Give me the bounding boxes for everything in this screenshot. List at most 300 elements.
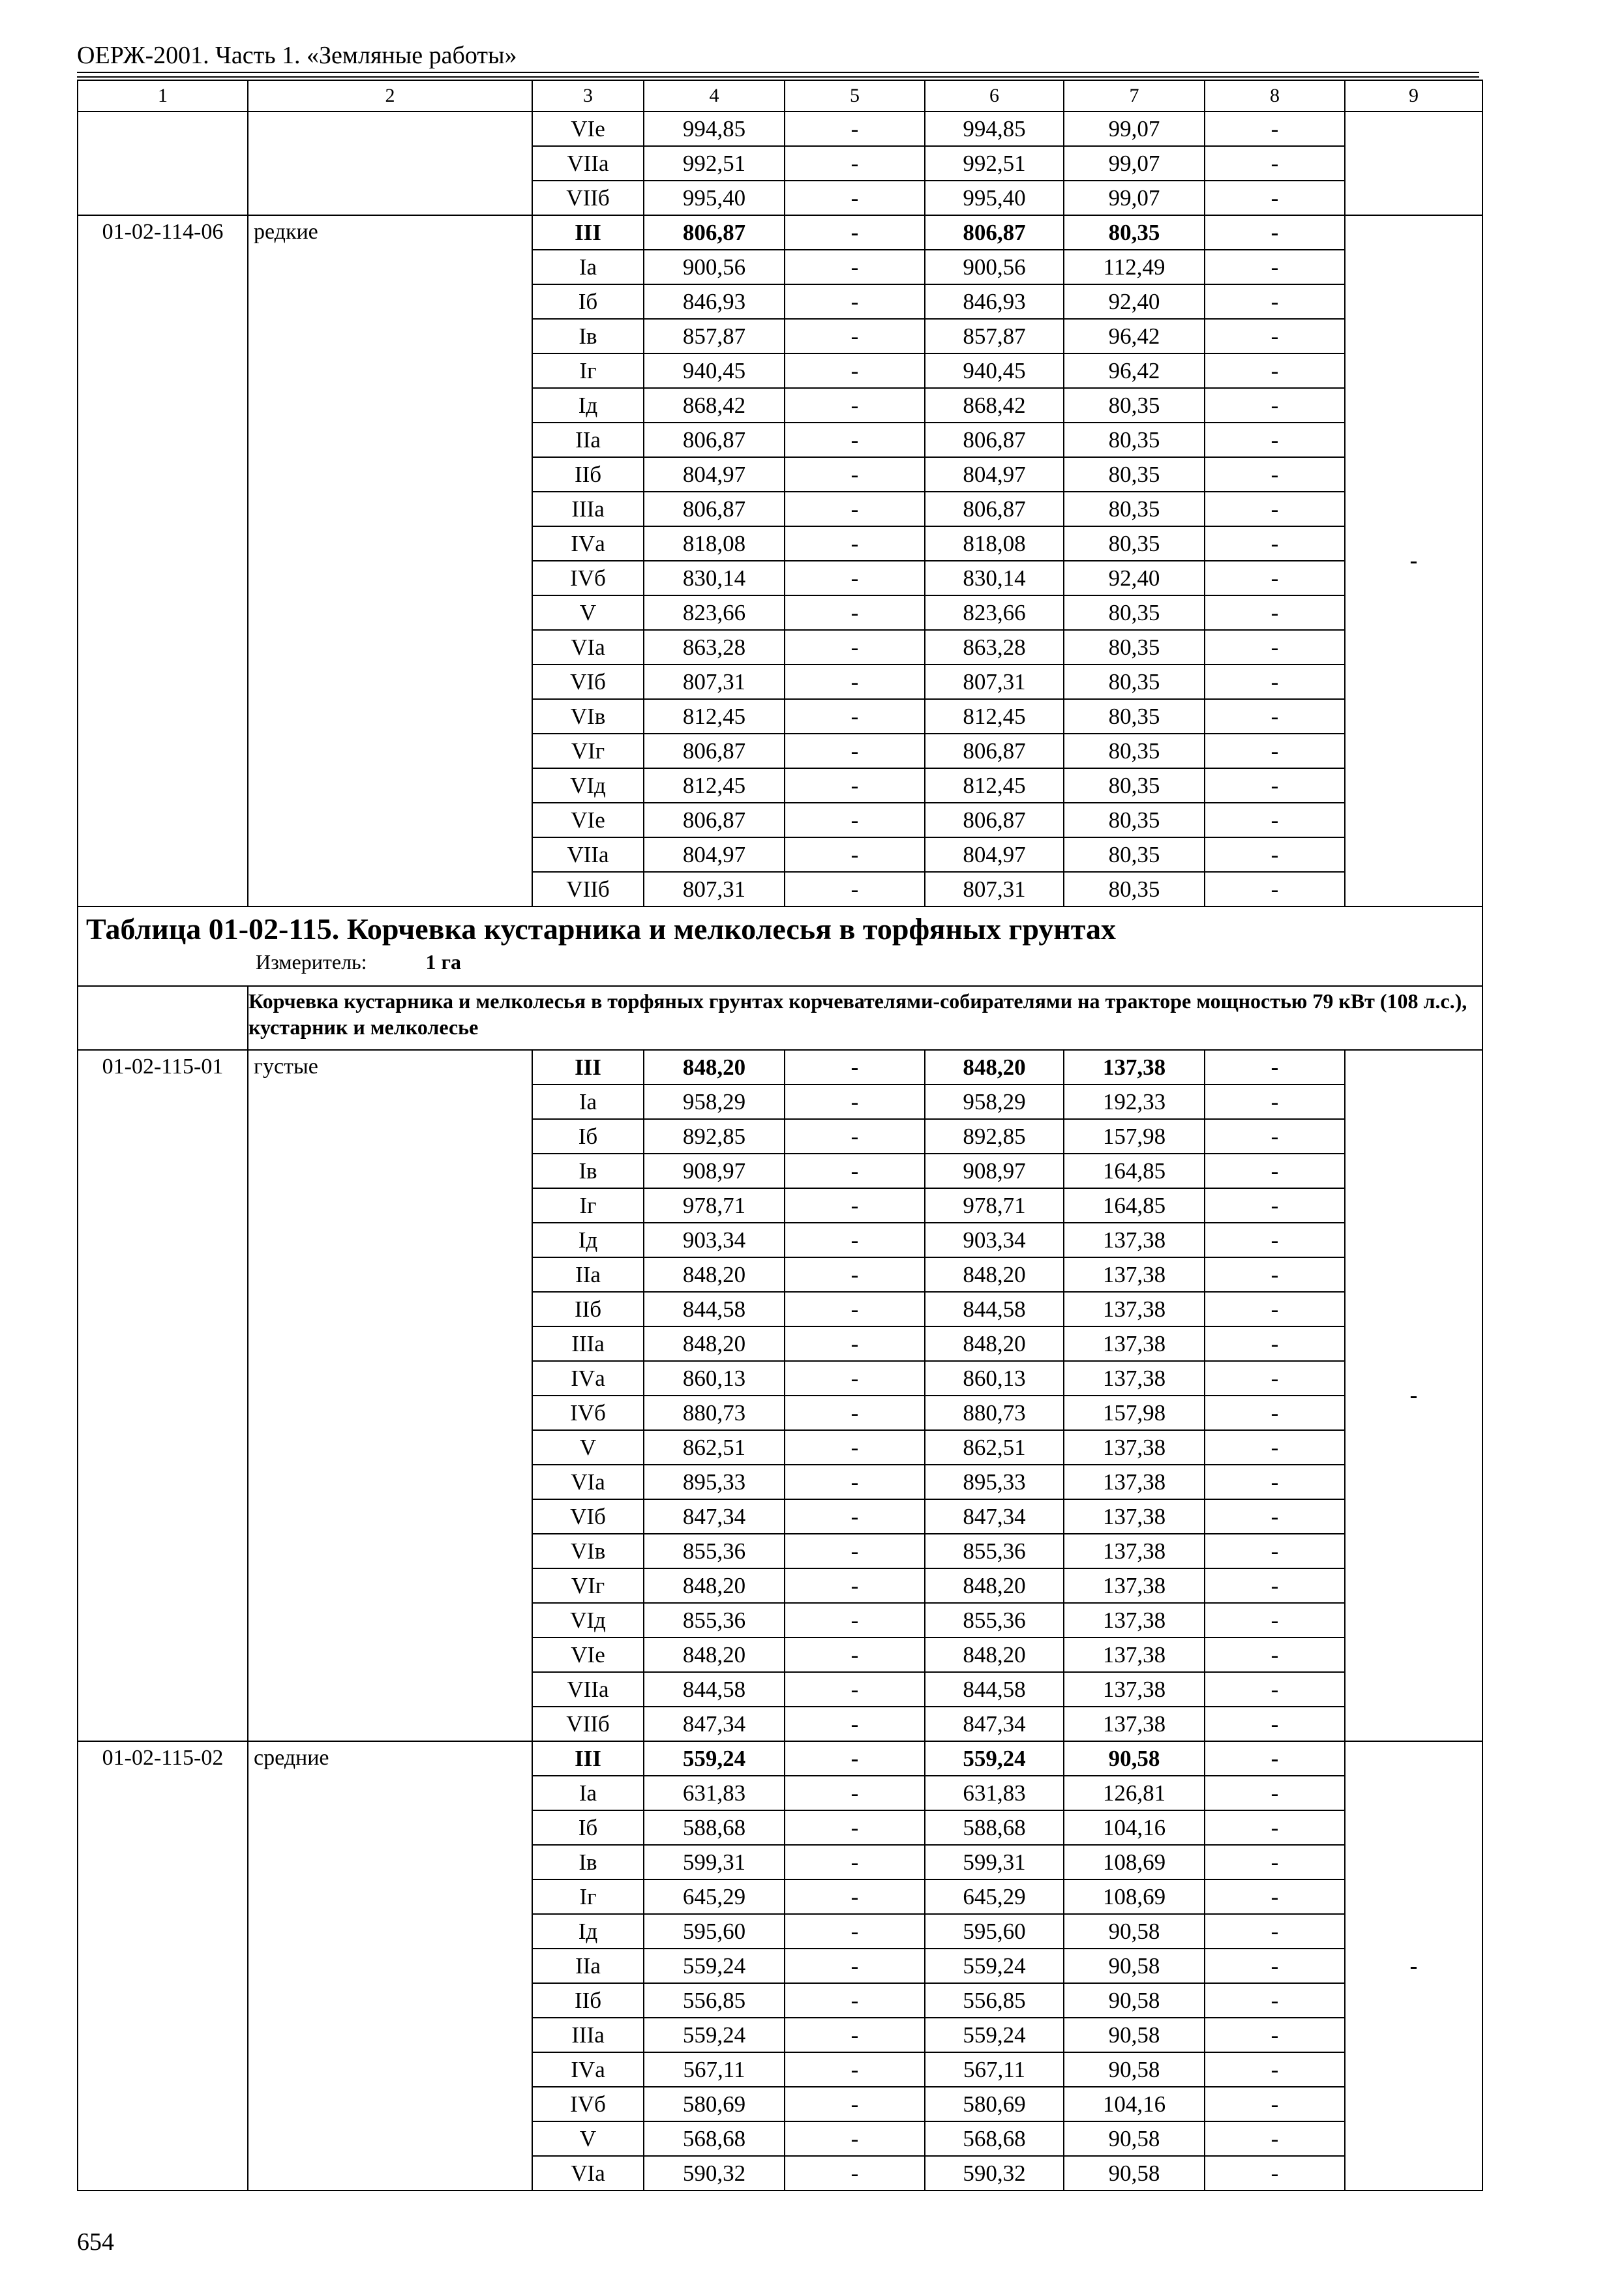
value-cell: 992,51 — [925, 146, 1064, 181]
value-cell: 99,07 — [1064, 181, 1205, 215]
value-cell: - — [785, 630, 925, 665]
value-cell: - — [785, 112, 925, 146]
value-cell: - — [1345, 1050, 1482, 1741]
value-cell: 844,58 — [925, 1292, 1064, 1326]
value-cell: IIб — [532, 457, 644, 492]
value-cell: IIа — [532, 1949, 644, 1983]
value-cell: - — [1205, 353, 1345, 388]
value-cell: - — [1205, 734, 1345, 768]
value-cell: 595,60 — [644, 1914, 785, 1949]
value-cell: 568,68 — [644, 2121, 785, 2156]
column-number-cell: 8 — [1205, 80, 1345, 112]
item-name — [248, 112, 532, 215]
value-cell: - — [785, 1223, 925, 1257]
value-cell: 807,31 — [644, 872, 785, 906]
value-cell: 80,35 — [1064, 837, 1205, 872]
value-cell: 846,93 — [925, 284, 1064, 319]
value-cell: 80,35 — [1064, 734, 1205, 768]
value-cell: - — [1205, 492, 1345, 526]
value-cell: - — [785, 1983, 925, 2018]
measure — [256, 948, 1482, 976]
value-cell: 80,35 — [1064, 423, 1205, 457]
value-cell: - — [785, 1741, 925, 1776]
value-cell: VIIа — [532, 837, 644, 872]
value-cell: 807,31 — [925, 872, 1064, 906]
value-cell: 848,20 — [925, 1638, 1064, 1672]
value-cell: - — [1205, 1672, 1345, 1707]
value-cell: - — [785, 1879, 925, 1914]
value-cell: 847,34 — [925, 1499, 1064, 1534]
blank-cell — [78, 986, 248, 1050]
value-cell: - — [1205, 768, 1345, 803]
value-cell: 556,85 — [644, 1983, 785, 2018]
table-body — [78, 80, 1482, 2191]
value-cell: 80,35 — [1064, 595, 1205, 630]
value-cell: - — [785, 2052, 925, 2087]
value-cell: V — [532, 1430, 644, 1465]
value-cell: 96,42 — [1064, 353, 1205, 388]
value-cell: 847,34 — [925, 1707, 1064, 1741]
table-row — [78, 215, 1482, 250]
value-cell: 807,31 — [644, 665, 785, 699]
value-cell: 804,97 — [644, 837, 785, 872]
value-cell: 804,97 — [925, 837, 1064, 872]
value-cell: 812,45 — [925, 768, 1064, 803]
value-cell: 595,60 — [925, 1914, 1064, 1949]
value-cell: - — [785, 595, 925, 630]
value-cell: 994,85 — [644, 112, 785, 146]
value-cell: - — [785, 1361, 925, 1396]
value-cell: 80,35 — [1064, 665, 1205, 699]
value-cell: - — [1205, 457, 1345, 492]
value-cell: 860,13 — [925, 1361, 1064, 1396]
value-cell: - — [785, 561, 925, 595]
value-cell: 807,31 — [925, 665, 1064, 699]
value-cell: VIIб — [532, 181, 644, 215]
value-cell: 80,35 — [1064, 388, 1205, 423]
value-cell: VIв — [532, 1534, 644, 1568]
value-cell: - — [1205, 1292, 1345, 1326]
value-cell: 848,20 — [644, 1638, 785, 1672]
value-cell: 92,40 — [1064, 284, 1205, 319]
value-cell: 855,36 — [644, 1603, 785, 1638]
value-cell: 978,71 — [644, 1188, 785, 1223]
table-title-cell — [78, 906, 1482, 986]
value-cell: VIг — [532, 734, 644, 768]
value-cell: - — [785, 181, 925, 215]
value-cell: Iг — [532, 1879, 644, 1914]
value-cell: 880,73 — [925, 1396, 1064, 1430]
value-cell: IIIа — [532, 492, 644, 526]
value-cell: 90,58 — [1064, 1741, 1205, 1776]
value-cell: 958,29 — [644, 1085, 785, 1119]
value-cell: - — [1205, 526, 1345, 561]
value-cell: V — [532, 2121, 644, 2156]
value-cell: 90,58 — [1064, 1983, 1205, 2018]
value-cell: - — [785, 215, 925, 250]
value-cell: IIа — [532, 1257, 644, 1292]
value-cell: - — [1205, 2052, 1345, 2087]
column-number-cell: 4 — [644, 80, 785, 112]
value-cell: 908,97 — [644, 1154, 785, 1188]
value-cell: - — [1205, 1085, 1345, 1119]
value-cell: - — [785, 492, 925, 526]
value-cell: - — [785, 1810, 925, 1845]
item-name: редкие — [248, 215, 532, 906]
value-cell: - — [1205, 1154, 1345, 1188]
value-cell: - — [1205, 1914, 1345, 1949]
value-cell: Iд — [532, 1223, 644, 1257]
value-cell: - — [785, 1154, 925, 1188]
value-cell: - — [1205, 1776, 1345, 1810]
column-number-cell: 3 — [532, 80, 644, 112]
value-cell: 96,42 — [1064, 319, 1205, 353]
value-cell: VIе — [532, 803, 644, 837]
value-cell: 137,38 — [1064, 1638, 1205, 1672]
value-cell: VIа — [532, 2156, 644, 2191]
value-cell: IIа — [532, 423, 644, 457]
value-cell: 857,87 — [644, 319, 785, 353]
value-cell: - — [785, 872, 925, 906]
value-cell: VIе — [532, 112, 644, 146]
value-cell: 92,40 — [1064, 561, 1205, 595]
value-cell: 895,33 — [925, 1465, 1064, 1499]
value-cell: 855,36 — [644, 1534, 785, 1568]
value-cell: - — [785, 2121, 925, 2156]
value-cell: 580,69 — [644, 2087, 785, 2121]
column-number-cell: 7 — [1064, 80, 1205, 112]
value-cell: 80,35 — [1064, 215, 1205, 250]
value-cell: 940,45 — [925, 353, 1064, 388]
value-cell: 848,20 — [925, 1568, 1064, 1603]
value-cell: VIIа — [532, 1672, 644, 1707]
value-cell: - — [1345, 1741, 1482, 2191]
value-cell: 806,87 — [644, 492, 785, 526]
value-cell: 559,24 — [644, 1741, 785, 1776]
value-cell: 559,24 — [644, 2018, 785, 2052]
value-cell: IIIа — [532, 2018, 644, 2052]
table-description: Корчевка кустарника и мелколесья в торфяных грунтах корчевателями-собирателями на тракторе мощностью 79 кВт (108 л.с.), кустарник и мелколесье — [248, 986, 1482, 1050]
value-cell: VIа — [532, 630, 644, 665]
value-cell: 599,31 — [925, 1845, 1064, 1879]
value-cell: - — [785, 1465, 925, 1499]
value-cell: 847,34 — [644, 1707, 785, 1741]
value-cell: 860,13 — [644, 1361, 785, 1396]
value-cell: 137,38 — [1064, 1361, 1205, 1396]
value-cell: - — [1205, 595, 1345, 630]
value-cell: - — [785, 1707, 925, 1741]
value-cell: - — [1205, 803, 1345, 837]
value-cell: 80,35 — [1064, 492, 1205, 526]
value-cell: 137,38 — [1064, 1499, 1205, 1534]
value-cell: 903,34 — [644, 1223, 785, 1257]
header-rule — [77, 76, 1479, 78]
value-cell: 818,08 — [644, 526, 785, 561]
value-cell: - — [1205, 1257, 1345, 1292]
value-cell: 823,66 — [644, 595, 785, 630]
item-code: 01-02-115-02 — [78, 1741, 248, 2191]
value-cell: - — [785, 665, 925, 699]
value-cell: 137,38 — [1064, 1292, 1205, 1326]
value-cell: 804,97 — [925, 457, 1064, 492]
value-cell: 104,16 — [1064, 1810, 1205, 1845]
value-cell: 631,83 — [925, 1776, 1064, 1810]
value-cell: VIг — [532, 1568, 644, 1603]
value-cell: 857,87 — [925, 319, 1064, 353]
value-cell: 812,45 — [644, 699, 785, 734]
table-row — [78, 112, 1482, 146]
value-cell: 812,45 — [644, 768, 785, 803]
value-cell: 590,32 — [925, 2156, 1064, 2191]
page-header: ОЕРЖ-2001. Часть 1. «Земляные работы» — [77, 42, 517, 69]
value-cell: - — [785, 768, 925, 803]
value-cell: 192,33 — [1064, 1085, 1205, 1119]
value-cell: 157,98 — [1064, 1119, 1205, 1154]
column-number-cell: 9 — [1345, 80, 1482, 112]
value-cell: 590,32 — [644, 2156, 785, 2191]
value-cell: 90,58 — [1064, 2121, 1205, 2156]
value-cell: 599,31 — [644, 1845, 785, 1879]
measure-value: 1 га — [425, 950, 462, 974]
value-cell: Iг — [532, 353, 644, 388]
page-number: 654 — [77, 2228, 114, 2256]
value-cell: 567,11 — [644, 2052, 785, 2087]
value-cell — [1345, 112, 1482, 215]
value-cell: - — [785, 388, 925, 423]
value-cell: 137,38 — [1064, 1223, 1205, 1257]
value-cell: 806,87 — [925, 492, 1064, 526]
item-name: средние — [248, 1741, 532, 2191]
value-cell: 559,24 — [925, 1741, 1064, 1776]
value-cell: 556,85 — [925, 1983, 1064, 2018]
value-cell: 868,42 — [925, 388, 1064, 423]
value-cell: - — [1205, 1465, 1345, 1499]
value-cell: - — [785, 1603, 925, 1638]
value-cell: - — [785, 146, 925, 181]
value-cell: - — [1205, 1534, 1345, 1568]
value-cell: 137,38 — [1064, 1603, 1205, 1638]
value-cell: 80,35 — [1064, 768, 1205, 803]
value-cell: - — [785, 1949, 925, 1983]
value-cell: 903,34 — [925, 1223, 1064, 1257]
value-cell: 978,71 — [925, 1188, 1064, 1223]
value-cell: IIб — [532, 1983, 644, 2018]
value-cell: - — [785, 2156, 925, 2191]
value-cell: 848,20 — [925, 1257, 1064, 1292]
value-cell: 559,24 — [644, 1949, 785, 1983]
value-cell: - — [785, 319, 925, 353]
value-cell: 804,97 — [644, 457, 785, 492]
value-cell: - — [1205, 1707, 1345, 1741]
value-cell: VIб — [532, 665, 644, 699]
value-cell: - — [785, 1845, 925, 1879]
value-cell: 848,20 — [644, 1326, 785, 1361]
column-number-cell: 6 — [925, 80, 1064, 112]
value-cell: 848,20 — [644, 1568, 785, 1603]
value-cell: Iб — [532, 1119, 644, 1154]
value-cell: 126,81 — [1064, 1776, 1205, 1810]
value-cell: - — [785, 250, 925, 284]
value-cell: 645,29 — [644, 1879, 785, 1914]
value-cell: - — [785, 1257, 925, 1292]
value-cell: - — [1205, 2156, 1345, 2191]
value-cell: 892,85 — [925, 1119, 1064, 1154]
value-cell: IIб — [532, 1292, 644, 1326]
column-number-cell: 5 — [785, 80, 925, 112]
column-number-cell: 2 — [248, 80, 532, 112]
value-cell: V — [532, 595, 644, 630]
value-cell: 137,38 — [1064, 1257, 1205, 1292]
value-cell: - — [1205, 1188, 1345, 1223]
value-cell: 80,35 — [1064, 630, 1205, 665]
value-cell: - — [1205, 181, 1345, 215]
value-cell: - — [1205, 1949, 1345, 1983]
value-cell: - — [785, 1326, 925, 1361]
value-cell: 568,68 — [925, 2121, 1064, 2156]
value-cell: 559,24 — [925, 1949, 1064, 1983]
value-cell: 137,38 — [1064, 1568, 1205, 1603]
value-cell: 108,69 — [1064, 1845, 1205, 1879]
value-cell: VIе — [532, 1638, 644, 1672]
value-cell: 80,35 — [1064, 699, 1205, 734]
item-name: густые — [248, 1050, 532, 1741]
value-cell: 830,14 — [925, 561, 1064, 595]
value-cell: 104,16 — [1064, 2087, 1205, 2121]
value-cell: 137,38 — [1064, 1430, 1205, 1465]
value-cell: 994,85 — [925, 112, 1064, 146]
value-cell: IVа — [532, 1361, 644, 1396]
value-cell: 848,20 — [644, 1257, 785, 1292]
value-cell: Iб — [532, 1810, 644, 1845]
value-cell: 112,49 — [1064, 250, 1205, 284]
table-title: Таблица 01-02-115. Корчевка кустарника и мелколесья в торфяных грунтах — [86, 912, 1116, 946]
value-cell: IVб — [532, 1396, 644, 1430]
value-cell: - — [785, 353, 925, 388]
value-cell: 992,51 — [644, 146, 785, 181]
value-cell: - — [1205, 2087, 1345, 2121]
value-cell: - — [1205, 250, 1345, 284]
value-cell: - — [785, 837, 925, 872]
value-cell: 806,87 — [644, 734, 785, 768]
price-table — [77, 80, 1483, 2191]
value-cell: - — [1205, 1879, 1345, 1914]
value-cell: - — [1205, 1845, 1345, 1879]
value-cell: - — [1205, 1396, 1345, 1430]
value-cell: - — [1205, 2018, 1345, 2052]
value-cell: - — [1205, 1499, 1345, 1534]
value-cell: - — [1205, 561, 1345, 595]
value-cell: - — [785, 526, 925, 561]
value-cell: 806,87 — [925, 734, 1064, 768]
value-cell: Iв — [532, 1154, 644, 1188]
value-cell: III — [532, 1741, 644, 1776]
value-cell: IVа — [532, 526, 644, 561]
value-cell: 631,83 — [644, 1776, 785, 1810]
value-cell: - — [1205, 1638, 1345, 1672]
value-cell: 823,66 — [925, 595, 1064, 630]
value-cell: VIIб — [532, 1707, 644, 1741]
value-cell: 80,35 — [1064, 803, 1205, 837]
header-rule — [77, 72, 1479, 73]
value-cell: 848,20 — [925, 1326, 1064, 1361]
value-cell: - — [785, 1430, 925, 1465]
value-cell: Iа — [532, 1776, 644, 1810]
value-cell: - — [785, 284, 925, 319]
value-cell: 137,38 — [1064, 1465, 1205, 1499]
value-cell: 848,20 — [644, 1050, 785, 1085]
value-cell: 137,38 — [1064, 1534, 1205, 1568]
value-cell: - — [1205, 872, 1345, 906]
value-cell: 157,98 — [1064, 1396, 1205, 1430]
value-cell: - — [785, 1568, 925, 1603]
value-cell: III — [532, 1050, 644, 1085]
value-cell: - — [785, 699, 925, 734]
value-cell: - — [785, 423, 925, 457]
value-cell: 806,87 — [925, 803, 1064, 837]
value-cell: Iв — [532, 1845, 644, 1879]
value-cell: - — [1205, 423, 1345, 457]
value-cell: 806,87 — [644, 215, 785, 250]
value-cell: 995,40 — [925, 181, 1064, 215]
value-cell: - — [785, 1292, 925, 1326]
value-cell: 862,51 — [925, 1430, 1064, 1465]
value-cell: VIIб — [532, 872, 644, 906]
value-cell: 580,69 — [925, 2087, 1064, 2121]
value-cell: - — [1205, 1983, 1345, 2018]
measure-label: Измеритель: — [256, 950, 367, 974]
value-cell: - — [785, 1050, 925, 1085]
value-cell: Iд — [532, 1914, 644, 1949]
value-cell: 848,20 — [925, 1050, 1064, 1085]
value-cell: VIд — [532, 1603, 644, 1638]
value-cell: 90,58 — [1064, 2052, 1205, 2087]
value-cell: 895,33 — [644, 1465, 785, 1499]
value-cell: 844,58 — [644, 1292, 785, 1326]
value-cell: 844,58 — [925, 1672, 1064, 1707]
value-cell: - — [1205, 1361, 1345, 1396]
table-title-row — [78, 906, 1482, 986]
value-cell: 880,73 — [644, 1396, 785, 1430]
value-cell: - — [785, 2018, 925, 2052]
value-cell: - — [1205, 699, 1345, 734]
value-cell: - — [1205, 1603, 1345, 1638]
item-code — [78, 112, 248, 215]
value-cell: - — [785, 1396, 925, 1430]
value-cell: 588,68 — [644, 1810, 785, 1845]
value-cell: 812,45 — [925, 699, 1064, 734]
value-cell: - — [1205, 2121, 1345, 2156]
value-cell: 108,69 — [1064, 1879, 1205, 1914]
column-number-row — [78, 80, 1482, 112]
value-cell: - — [1205, 388, 1345, 423]
value-cell: 90,58 — [1064, 1949, 1205, 1983]
value-cell: 892,85 — [644, 1119, 785, 1154]
value-cell: - — [1205, 837, 1345, 872]
value-cell: - — [1205, 1119, 1345, 1154]
value-cell: - — [1205, 1050, 1345, 1085]
value-cell: 137,38 — [1064, 1326, 1205, 1361]
value-cell: 806,87 — [925, 215, 1064, 250]
value-cell: 958,29 — [925, 1085, 1064, 1119]
value-cell: Iв — [532, 319, 644, 353]
value-cell: - — [1205, 1326, 1345, 1361]
value-cell: 99,07 — [1064, 146, 1205, 181]
value-cell: 908,97 — [925, 1154, 1064, 1188]
value-cell: 847,34 — [644, 1499, 785, 1534]
value-cell: 806,87 — [925, 423, 1064, 457]
value-cell: VIIа — [532, 146, 644, 181]
value-cell: 995,40 — [644, 181, 785, 215]
